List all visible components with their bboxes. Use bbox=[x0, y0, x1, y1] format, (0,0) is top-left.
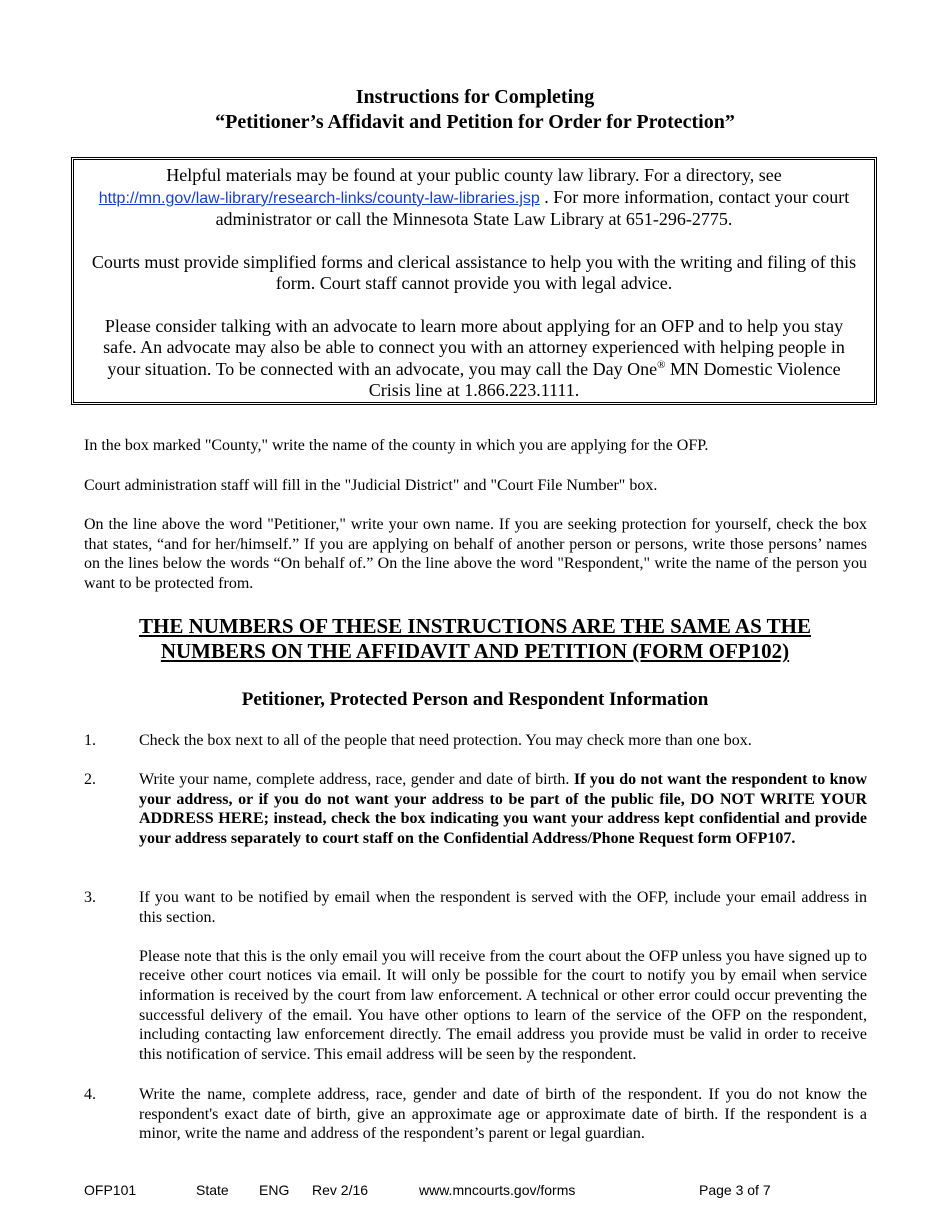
page-title-line1: Instructions for Completing bbox=[355, 86, 595, 108]
section-title: Petitioner, Protected Person and Respondent Information bbox=[241, 689, 709, 710]
footer-form-id: OFP101 bbox=[84, 1182, 137, 1198]
instruction-county: In the box marked "County," write the name of the county in which you are applying for the OFP. bbox=[84, 437, 709, 454]
info-library-text: Helpful materials may be found at your public county law library. For a directory, see bbox=[166, 165, 782, 185]
item-text: Check the box next to all of the people that need protection. You may check more than one box. bbox=[139, 732, 752, 749]
registered-mark: ® bbox=[657, 358, 666, 371]
item-number: 2. bbox=[84, 771, 96, 788]
item-number: 3. bbox=[84, 889, 96, 906]
info-contact-text: . For more information, contact your court administrator or call the Minnesota State Law Library at 651-296-2775. bbox=[215, 186, 850, 229]
page-title-line2: “Petitioner’s Affidavit and Petition for Order for Protection” bbox=[215, 111, 735, 133]
instruction-item-2 bbox=[84, 770, 867, 848]
item-text: Write your name, complete address, race, gender and date of birth. bbox=[139, 771, 574, 788]
instruction-petitioner: On the line above the word "Petitioner," write your own name. If you are seeking protection for yourself, check the box that states, “and for her/himself.” If you are applying on behalf of another person or persons, write those persons’ names on the lines below the words “On behalf of.” On the line above the word "Respondent," write the name of the person you want to be protected from. bbox=[84, 516, 867, 592]
page-footer bbox=[0, 1180, 950, 1200]
item-text: If you want to be notified by email when the respondent is served with the OFP, include your email address in this section. bbox=[139, 889, 867, 926]
footer-website: www.mncourts.gov/forms bbox=[419, 1182, 576, 1198]
footer-jurisdiction: State bbox=[196, 1182, 229, 1198]
instruction-item-1 bbox=[84, 731, 867, 751]
info-advocate-text: Please consider talking with an advocate to learn more about applying for an OFP and to help you stay safe. An advocate may also be able to connect you with an attorney experienced with helping people in your situation. To be connected with an advocate, you may call the Day One bbox=[103, 315, 845, 379]
numbering-banner-line2: NUMBERS ON THE AFFIDAVIT AND PETITION (FORM OFP102) bbox=[160, 639, 790, 663]
instruction-item-3 bbox=[84, 888, 867, 1064]
county-law-libraries-link[interactable]: http://mn.gov/law-library/research-links/county-law-libraries.jsp bbox=[98, 189, 540, 207]
info-paragraph-advocate bbox=[90, 316, 858, 402]
info-crisis-line-text: MN Domestic Violence Crisis line at 1.866.223.1111. bbox=[368, 358, 841, 400]
info-paragraph-library bbox=[90, 165, 858, 231]
item-text: Write the name, complete address, race, gender and date of birth of the respondent. If you do not know the respondent's exact date of birth, give an approximate age or approximate date of birth. If the respondent is a minor, write the name and address of the respondent’s parent or legal guardian. bbox=[139, 1086, 867, 1143]
item-number: 1. bbox=[84, 732, 96, 749]
helpful-materials-box bbox=[71, 157, 877, 405]
footer-revision: Rev 2/16 bbox=[312, 1182, 369, 1198]
numbering-banner-line1: THE NUMBERS OF THESE INSTRUCTIONS ARE THE SAME AS THE bbox=[139, 614, 811, 638]
instruction-court-admin: Court administration staff will fill in the "Judicial District" and "Court File Number" box. bbox=[84, 477, 658, 494]
info-paragraph-assistance: Courts must provide simplified forms and clerical assistance to help you with the writing and filing of this form. Court staff cannot provide you with legal advice. bbox=[91, 251, 857, 293]
item-email-note: Please note that this is the only email you will receive from the court about the OFP unless you have signed up to receive other court notices via email. It will only be possible for the court to notify you by email when service information is received by the court from law enforcement. A technical or other error could occur preventing the successful delivery of the email. You have other options to learn of the service of the OFP on the respondent, including contacting law enforcement directly. The email address you provide must be valid in order to receive this notification of service. This email address will be seen by the respondent. bbox=[139, 947, 867, 1063]
footer-language: ENG bbox=[259, 1182, 290, 1198]
instruction-item-4 bbox=[84, 1085, 867, 1144]
item-number: 4. bbox=[84, 1086, 96, 1103]
footer-page-number: Page 3 of 7 bbox=[699, 1182, 771, 1198]
item-confidential-warning: If you do not want the respondent to know your address, or if you do not want your address to be part of the public file, DO NOT WRITE YOUR ADDRESS HERE; instead, check the box indicating you want your address kept confidential and provide your address separately to court staff on the Confidential Address/Phone Request form OFP107. bbox=[139, 771, 868, 847]
